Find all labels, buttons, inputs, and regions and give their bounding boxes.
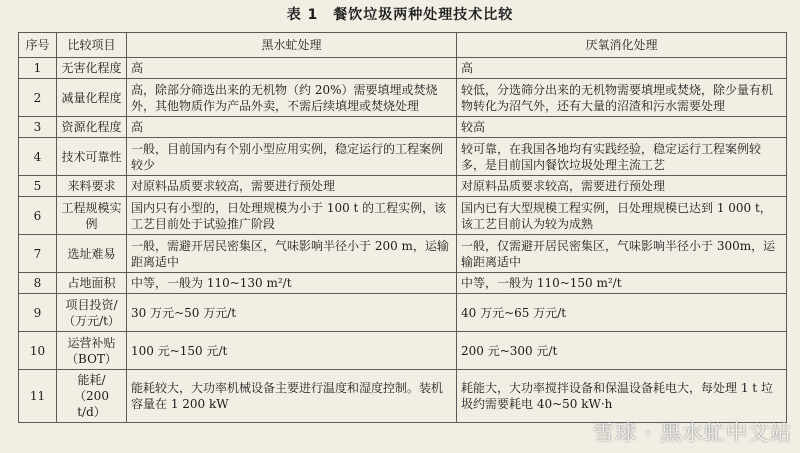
cell-bsf: 国内只有小型的，日处理规模为小于 100 t 的工程实例，该工艺目前处于试验推广阶段 — [127, 197, 457, 235]
row-item: 选址难易 — [57, 235, 127, 273]
cell-ad: 200 元~300 元/t — [457, 332, 787, 370]
table-row — [19, 332, 787, 370]
header-row — [19, 33, 787, 58]
cell-ad: 较低，分选筛分出来的无机物需要填埋或焚烧，除少量有机物转化为沼气外，还有大量的沼渣和污水需要处理 — [457, 79, 787, 117]
row-item: 运营补贴（BOT） — [57, 332, 127, 370]
cell-bsf: 高 — [127, 117, 457, 138]
cell-ad: 40 万元~65 万元/t — [457, 294, 787, 332]
cell-bsf: 高，除部分筛选出来的无机物（约 20%）需要填埋或焚烧外，其他物质作为产品外卖，不需后续填埋或焚烧处理 — [127, 79, 457, 117]
table-row — [19, 273, 787, 294]
table-row — [19, 117, 787, 138]
row-number: 4 — [19, 138, 57, 176]
header-item: 比较项目 — [57, 33, 127, 58]
row-number: 2 — [19, 79, 57, 117]
table-title: 表 1 餐饮垃圾两种处理技术比较 — [286, 7, 514, 23]
cell-ad: 中等，一般为 110~150 m²/t — [457, 273, 787, 294]
comparison-table — [18, 32, 787, 423]
cell-ad: 耗能大，大功率搅拌设备和保温设备耗电大，每处理 1 t 垃圾约需要耗电 40~50 kW·h — [457, 370, 787, 423]
watermark-logo-text: 雪球 · 黑水虻中文站 — [592, 421, 792, 445]
cell-bsf: 一般，需避开居民密集区，气味影响半径小于 200 m，运输距离适中 — [127, 235, 457, 273]
row-item: 项目投资/（万元/t） — [57, 294, 127, 332]
header-no: 序号 — [19, 33, 57, 58]
table-row — [19, 79, 787, 117]
cell-bsf: 对原料品质要求较高，需要进行预处理 — [127, 176, 457, 197]
row-item: 工程规模实例 — [57, 197, 127, 235]
row-number: 3 — [19, 117, 57, 138]
header-bsf: 黑水虻处理 — [127, 33, 457, 58]
row-item: 减量化程度 — [57, 79, 127, 117]
row-item: 占地面积 — [57, 273, 127, 294]
header-ad: 厌氧消化处理 — [457, 33, 787, 58]
row-item: 能耗/（200 t/d） — [57, 370, 127, 423]
table-row — [19, 176, 787, 197]
row-item: 资源化程度 — [57, 117, 127, 138]
cell-bsf: 高 — [127, 58, 457, 79]
table-row — [19, 235, 787, 273]
row-number: 9 — [19, 294, 57, 332]
cell-bsf: 能耗较大，大功率机械设备主要进行温度和湿度控制。装机容量在 1 200 kW — [127, 370, 457, 423]
table-row — [19, 197, 787, 235]
cell-ad: 国内已有大型规模工程实例，日处理规模已达到 1 000 t，该工艺目前认为较为成熟 — [457, 197, 787, 235]
cell-bsf: 中等，一般为 110~130 m²/t — [127, 273, 457, 294]
row-number: 5 — [19, 176, 57, 197]
row-number: 7 — [19, 235, 57, 273]
row-item: 无害化程度 — [57, 58, 127, 79]
row-number: 11 — [19, 370, 57, 423]
cell-ad: 较高 — [457, 117, 787, 138]
cell-bsf: 一般，目前国内有个别小型应用实例，稳定运行的工程案例较少 — [127, 138, 457, 176]
table-row — [19, 58, 787, 79]
row-item: 技术可靠性 — [57, 138, 127, 176]
table-row — [19, 370, 787, 423]
row-number: 8 — [19, 273, 57, 294]
cell-ad: 较可靠，在我国各地均有实践经验，稳定运行工程案例较多，是目前国内餐饮垃圾处理主流工艺 — [457, 138, 787, 176]
row-item: 来料要求 — [57, 176, 127, 197]
row-number: 1 — [19, 58, 57, 79]
table-row — [19, 138, 787, 176]
cell-bsf: 30 万元~50 万元/t — [127, 294, 457, 332]
cell-ad: 一般，仅需避开居民密集区，气味影响半径小于 300m，运输距离适中 — [457, 235, 787, 273]
table-row — [19, 294, 787, 332]
cell-ad: 对原料品质要求较高，需要进行预处理 — [457, 176, 787, 197]
row-number: 6 — [19, 197, 57, 235]
cell-ad: 高 — [457, 58, 787, 79]
row-number: 10 — [19, 332, 57, 370]
cell-bsf: 100 元~150 元/t — [127, 332, 457, 370]
